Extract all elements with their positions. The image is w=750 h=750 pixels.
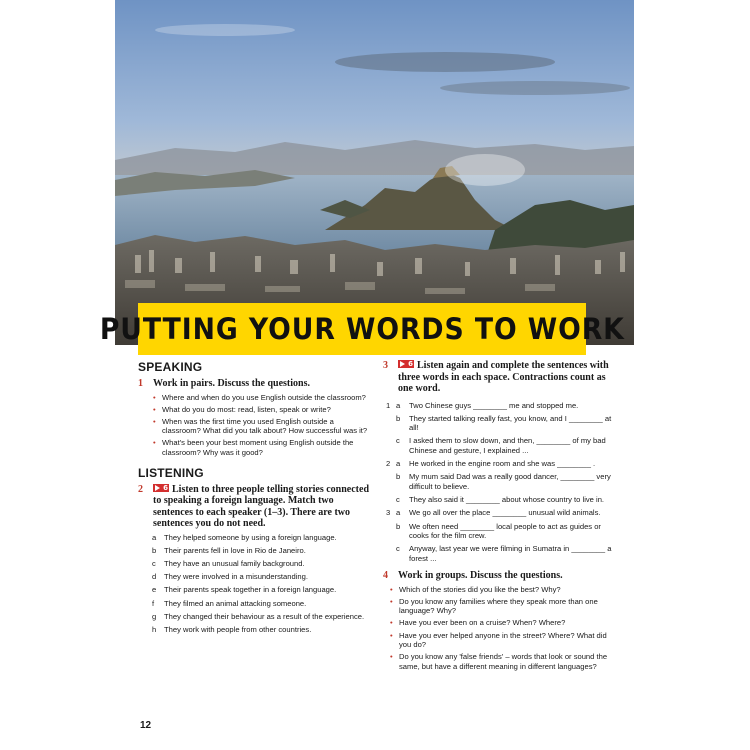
- list-item: • Do you know any families where they speak more than one language? Why?: [399, 597, 621, 616]
- gap-sentence: b My mum said Dad was a really good dancer, ________ very difficult to believe.: [396, 472, 611, 492]
- listening-heading: LISTENING: [138, 465, 204, 480]
- exercise-3-instruction: 3 6 Listen again and complete the sentences with three words in each space. Contractions count as one word.: [383, 360, 609, 394]
- list-item: • Which of the stories did you like the best? Why?: [399, 585, 621, 595]
- list-item: • What's been your best moment using English outside the classroom? Why was it good?: [162, 438, 373, 457]
- list-item: d They were involved in a misunderstanding.: [152, 572, 308, 582]
- video-icon: 6: [153, 484, 169, 492]
- video-icon: 6: [398, 360, 414, 368]
- list-item: f They filmed an animal attacking someone.: [152, 598, 307, 608]
- gap-sentence: c Anyway, last year we were filming in Sumatra in ________ a forest ...: [396, 544, 612, 563]
- exercise-1-number: 1: [138, 378, 143, 389]
- list-item: h They work with people from other countries.: [152, 624, 312, 634]
- exercise-2-number: 2: [138, 483, 143, 495]
- list-item: • Do you know any 'false friends' – words that look or sound the same, but have a different meaning in different languages?: [399, 652, 621, 671]
- left-column: [138, 360, 373, 638]
- list-item: e Their parents speak together in a foreign language.: [152, 585, 337, 595]
- exercise-4-instruction: 4 Work in groups. Discuss the questions.: [383, 570, 563, 582]
- list-item: a They helped someone by using a foreign language.: [152, 532, 337, 542]
- right-column: [383, 360, 621, 677]
- gap-sentence: c They also said it ________ about whose country to live in.: [396, 495, 605, 505]
- exercise-2-instruction: 2 6 Listen to three people telling stories connected to speaking a foreign language. Match two sentences to each speaker (1–3). There are two sentences you do not need.: [138, 483, 370, 530]
- list-item: • Have you ever been on a cruise? When? Where?: [399, 618, 621, 628]
- rio-landscape-photo: [115, 0, 634, 345]
- list-item: • What do you do most: read, listen, speak or write?: [162, 405, 373, 415]
- list-item: • Have you ever helped anyone in the street? Where? What did you do?: [399, 631, 621, 650]
- list-item: g They changed their behaviour as a result of the experience.: [152, 611, 365, 621]
- exercise-2-sentences: [138, 533, 373, 635]
- list-item: c They have an unusual family background.: [152, 558, 305, 568]
- page-title: PUTTING YOUR WORDS TO WORK: [99, 312, 625, 346]
- list-item: • Where and when do you use English outside the classroom?: [162, 393, 373, 403]
- gap-sentence: b They started talking really fast, you know, and I ________ at all!: [396, 413, 612, 433]
- page-title-banner: [99, 303, 625, 355]
- gap-sentence: 2 a He worked in the engine room and she was ________ .: [386, 459, 596, 469]
- exercise-1-instruction: 1 Work in pairs. Discuss the questions.: [138, 378, 310, 389]
- exercise-3-number: 3: [383, 360, 388, 371]
- exercise-4-number: 4: [383, 570, 388, 582]
- textbook-page: [99, 0, 634, 750]
- page-number: 12: [140, 720, 152, 731]
- exercise-4-questions: [383, 585, 621, 672]
- gap-sentence: 3 a We go all over the place ________ unusual wild animals.: [386, 508, 601, 518]
- exercise-1-questions: [138, 393, 373, 458]
- list-item: b Their parents fell in love in Rio de Janeiro.: [152, 545, 306, 555]
- gap-sentence: b We often need ________ local people to act as guides or cooks for the film crew.: [396, 521, 601, 541]
- list-item: • When was the first time you used English outside a classroom? What did you talk about? How successful was it?: [162, 417, 373, 436]
- gap-sentence: 1 a Two Chinese guys ________ me and stopped me.: [386, 400, 579, 410]
- speaking-heading: SPEAKING: [138, 360, 203, 374]
- gap-sentence: c I asked them to slow down, and then, ________ of my bad Chinese and gesture, I explained ...: [396, 436, 606, 456]
